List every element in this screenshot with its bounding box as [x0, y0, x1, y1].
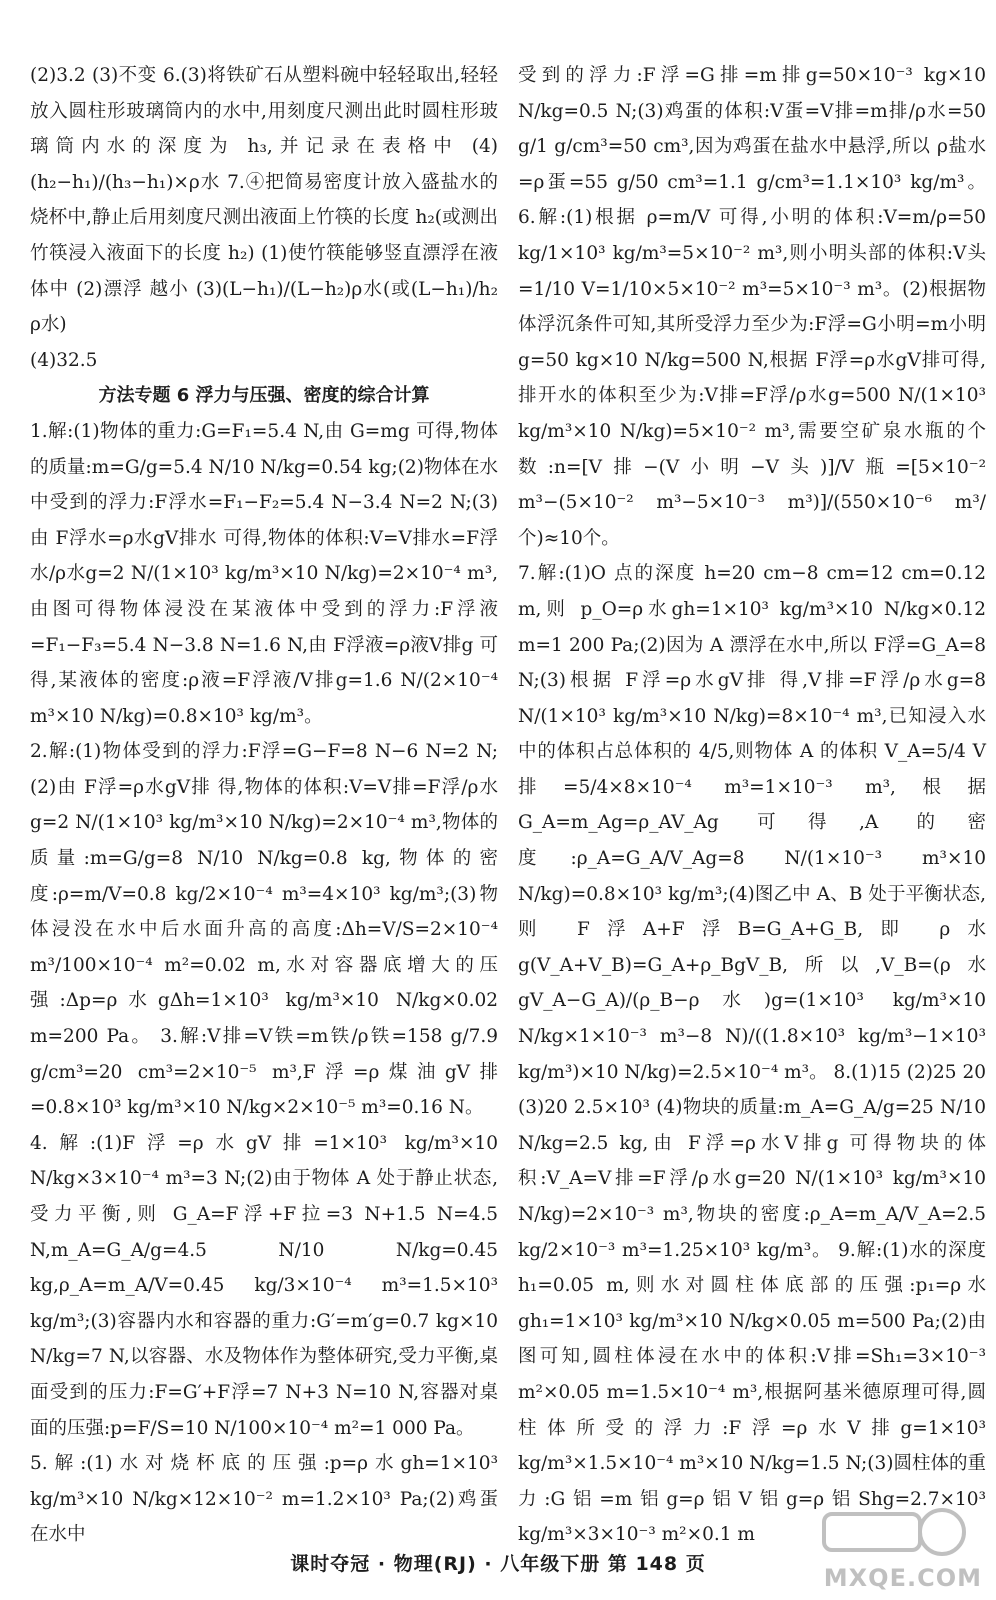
left-para-4: 2.解:(1)物体受到的浮力:F浮=G−F=8 N−6 N=2 N;(2)由 F浮=ρ水gV排 得,物体的体积:V=V排=F浮/ρ水g=2 N/(1×10³ kg/m³×10 N/kg)=2×10⁻⁴ m³,物体的质量:m=G/g=8 N/10 N/kg=0.8 kg,物体的密度:ρ=m/V=0.8 kg/2×10⁻⁴ m³=4×10³ kg/m³;(3)物体浸没在水中后水面升高的高度:Δh=V/S=2×10⁻⁴ m³/100×10⁻⁴ m²=0.02 m,水对容器底增大的压强:Δp=ρ水gΔh=1×10³ kg/m³×10 N/kg×0.02 m=200 Pa。 3.解:V排=V铁=m铁/ρ铁=158 g/7.9 g/cm³=20 cm³=2×10⁻⁵ m³,F浮=ρ煤油gV排=0.8×10³ kg/m³×10 N/kg×2×10⁻⁵ m³=0.16 N。 [30, 741, 498, 1119]
left-para-2: (4)32.5 [30, 349, 98, 371]
right-para-1: 受到的浮力:F浮=G排=m排g=50×10⁻³ kg×10 N/kg=0.5 N;(3)鸡蛋的体积:V蛋=V排=m排/ρ水=50 g/1 g/cm³=50 cm³,因为鸡蛋在盐水中悬浮,所以 ρ盐水=ρ蛋=55 g/50 cm³=1.1 g/cm³=1.1×10³ kg/m³。 6.解:(1)根据 ρ=m/V 可得,小明的体积:V=m/ρ=50 kg/1×10³ kg/m³=5×10⁻² m³,则小明头部的体积:V头=1/10 V=1/10×5×10⁻² m³=5×10⁻³ m³。(2)根据物体浮沉条件可知,其所受浮力至少为:F浮=G小明=m小明g=50 kg×10 N/kg=500 N,根据 F浮=ρ水gV排可得,排开水的体积至少为:V排=F浮/ρ水g=500 N/(1×10³ kg/m³×10 N/kg)=5×10⁻² m³,需要空矿泉水瓶的个数:n=[V排−(V小明−V头)]/V瓶=[5×10⁻² m³−(5×10⁻² m³−5×10⁻³ m³)]/(550×10⁻⁶ m³/个)≈10个。 [518, 65, 986, 549]
right-para-2: 7.解:(1)O 点的深度 h=20 cm−8 cm=12 cm=0.12 m,则 p_O=ρ水gh=1×10³ kg/m³×10 N/kg×0.12 m=1 200 Pa;(2)因为 A 漂浮在水中,所以 F浮=G_A=8 N;(3)根据 F浮=ρ水gV排 得,V排=F浮/ρ水g=8 N/(1×10³ kg/m³×10 N/kg)=8×10⁻⁴ m³,已知浸入水中的体积占总体积的 4/5,则物体 A 的体积 V_A=5/4 V排=5/4×8×10⁻⁴ m³=1×10⁻³ m³,根据 G_A=m_Ag=ρ_AV_Ag 可得,A 的密度:ρ_A=G_A/V_Ag=8 N/(1×10⁻³ m³×10 N/kg)=0.8×10³ kg/m³;(4)图乙中 A、B 处于平衡状态,则 F浮A+F浮B=G_A+G_B,即 ρ水g(V_A+V_B)=G_A+ρ_BgV_B,所以,V_B=(ρ水gV_A−G_A)/(ρ_B−ρ水)g=(1×10³ kg/m³×10 N/kg×1×10⁻³ m³−8 N)/((1.8×10³ kg/m³−1×10³ kg/m³)×10 N/kg)=2.5×10⁻⁴ m³。 8.(1)15 (2)25 20 (3)20 2.5×10³ (4)物块的质量:m_A=G_A/g=25 N/10 N/kg=2.5 kg,由 F浮=ρ水V排g 可得物块的体积:V_A=V排=F浮/ρ水g=20 N/(1×10³ kg/m³×10 N/kg)=2×10⁻³ m³,物块的密度:ρ_A=m_A/V_A=2.5 kg/2×10⁻³ m³=1.25×10³ kg/m³。 9.解:(1)水的深度 h₁=0.05 m,则水对圆柱体底部的压强:p₁=ρ水gh₁=1×10³ kg/m³×10 N/kg×0.05 m=500 Pa;(2)由图可知,圆柱体浸在水中的体积:V排=Sh₁=3×10⁻³ m²×0.05 m=1.5×10⁻⁴ m³,根据阿基米德原理可得,圆柱体所受的浮力:F浮=ρ水V排g=1×10³ kg/m³×1.5×10⁻⁴ m³×10 N/kg=1.5 N;(3)圆柱体的重力:G铝=m铝g=ρ铝V铝g=ρ铝Shg=2.7×10³ kg/m³×3×10⁻³ m²×0.1 m [518, 563, 986, 1546]
left-column [30, 58, 498, 1553]
left-para-3: 1.解:(1)物体的重力:G=F₁=5.4 N,由 G=mg 可得,物体的质量:m=G/g=5.4 N/10 N/kg=0.54 kg;(2)物体在水中受到的浮力:F浮水=F₁−F₂=5.4 N−3.4 N=2 N;(3)由 F浮水=ρ水gV排水 可得,物体的体积:V=V排水=F浮水/ρ水g=2 N/(1×10³ kg/m³×10 N/kg)=2×10⁻⁴ m³,由图可得物体浸没在某液体中受到的浮力:F浮液=F₁−F₃=5.4 N−3.8 N=1.6 N,由 F浮液=ρ液V排g 可得,某液体的密度:ρ液=F浮液/V排g=1.6 N/(2×10⁻⁴ m³×10 N/kg)=0.8×10³ kg/m³。 [30, 420, 498, 727]
left-para-1: (2)3.2 (3)不变 6.(3)将铁矿石从塑料碗中轻轻取出,轻轻放入圆柱形玻璃筒内的水中,用刻度尺测出此时圆柱形玻璃筒内水的深度为 h₃,并记录在表格中 (4)(h₂−h₁)/(h₃−h₁)×ρ水 7.④把简易密度计放入盛盐水的烧杯中,静止后用刻度尺测出液面上竹筷的长度 h₂(或测出竹筷浸入液面下的长度 h₂) (1)使竹筷能够竖直漂浮在液体中 (2)漂浮 越小 (3)(L−h₁)/(L−h₂)ρ水(或(L−h₁)/h₂ ρ水) [30, 65, 498, 336]
left-para-6: 5.解:(1)水对烧杯底的压强:p=ρ水gh=1×10³ kg/m³×10 N/kg×12×10⁻² m=1.2×10³ Pa;(2)鸡蛋在水中 [30, 1453, 498, 1546]
watermark-logo [812, 1506, 982, 1592]
right-column [518, 58, 986, 1553]
page-footer: 课时夺冠 · 物理(RJ) · 八年级下册 第 148 页 [290, 1553, 706, 1575]
watermark-text: MXQE.COM [823, 1564, 982, 1592]
section-heading: 方法专题 6 浮力与压强、密度的综合计算 [98, 385, 430, 407]
left-para-5: 4.解:(1)F浮=ρ水gV排=1×10³ kg/m³×10 N/kg×3×10⁻⁴ m³=3 N;(2)由于物体 A 处于静止状态,受力平衡,则 G_A=F浮+F拉=3 N+1.5 N=4.5 N,m_A=G_A/g=4.5 N/10 N/kg=0.45 kg,ρ_A=m_A/V=0.45 kg/3×10⁻⁴ m³=1.5×10³ kg/m³;(3)容器内水和容器的重力:G′=m′g=0.7 kg×10 N/kg=7 N,以容器、水及物体作为整体研究,受力平衡,桌面受到的压力:F=G′+F浮=7 N+3 N=10 N,容器对桌面的压强:p=F/S=10 N/100×10⁻⁴ m²=1 000 Pa。 [30, 1132, 498, 1439]
